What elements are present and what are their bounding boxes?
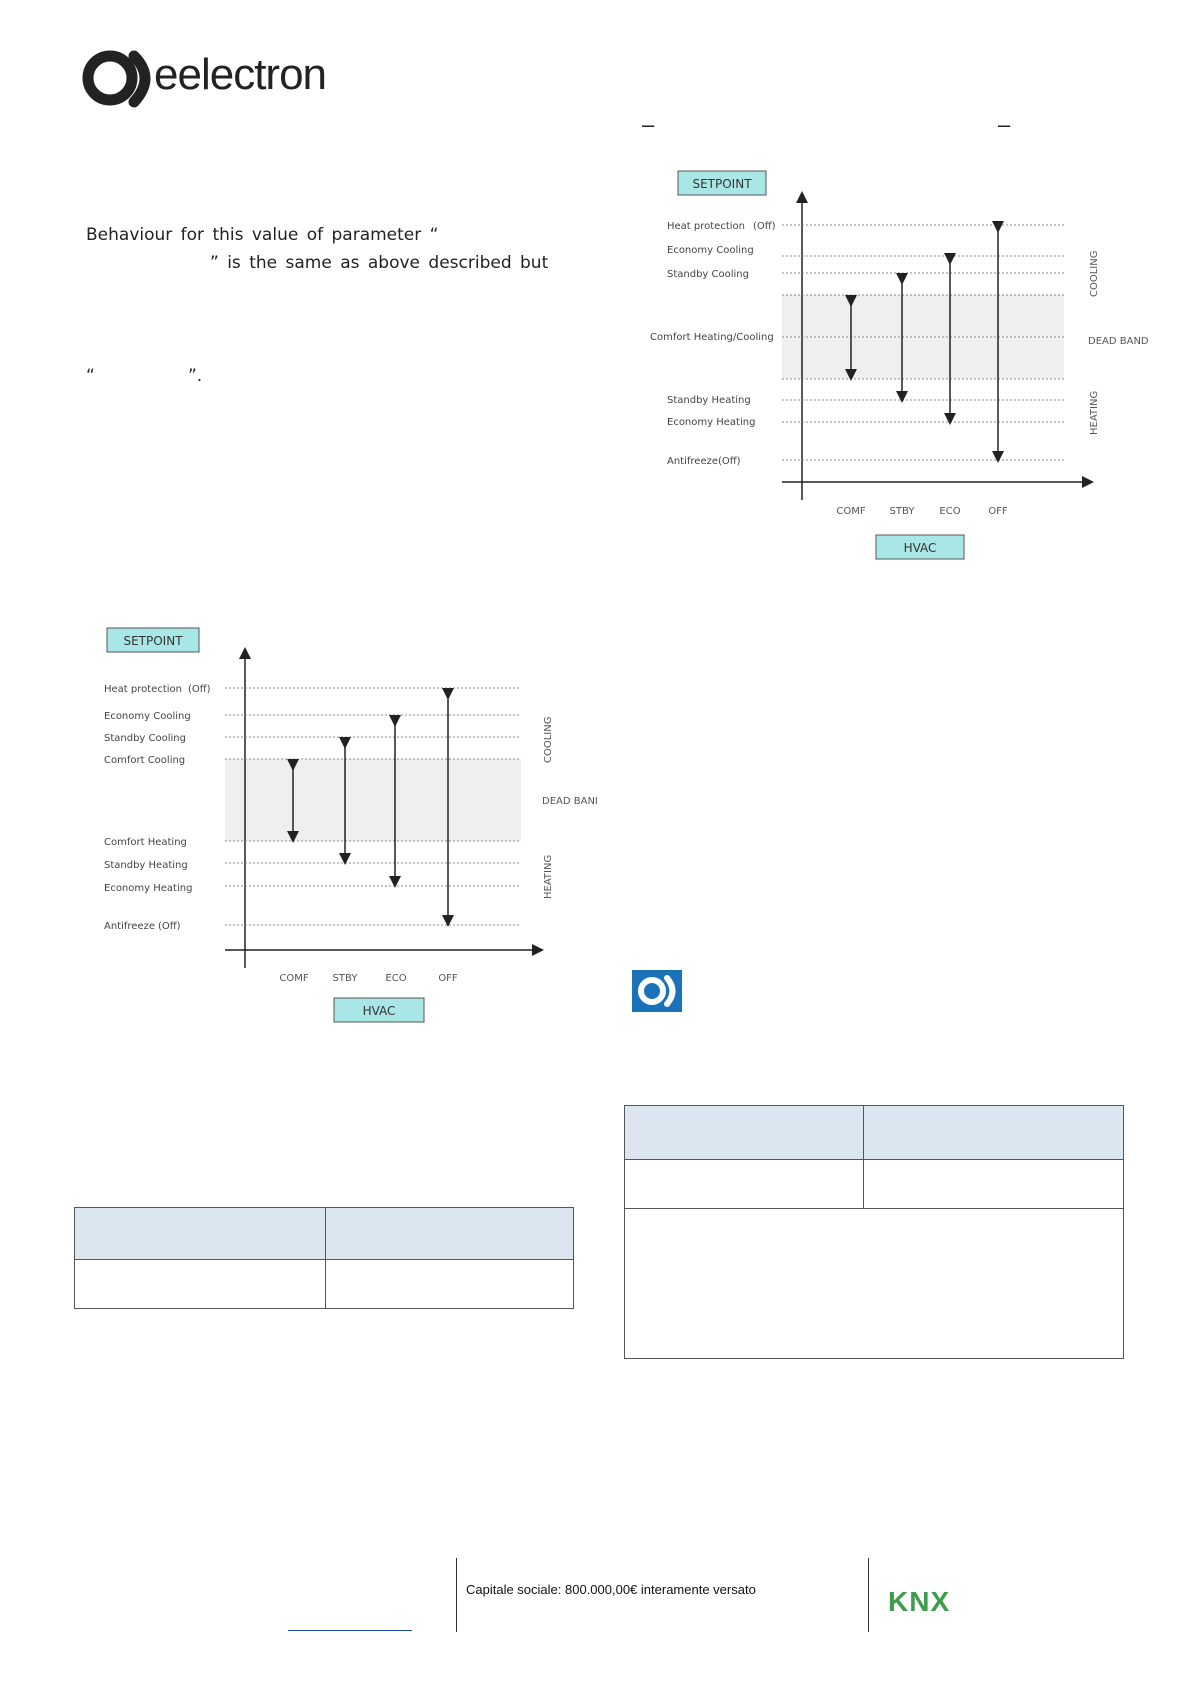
paragraph-quote-close: ”.: [188, 366, 203, 386]
footer-capital-text: Capitale sociale: 800.000,00€ interamente versato: [466, 1582, 756, 1597]
level-label: Economy Heating: [104, 883, 193, 894]
level-suffix: (Off): [753, 221, 776, 232]
level-label: Comfort Heating: [104, 837, 187, 848]
paragraph-quote-open: “: [86, 366, 95, 386]
eelectron-logo-mark-icon: [82, 46, 162, 110]
x-tick-label: STBY: [889, 506, 915, 517]
level-label: Heat protection: [667, 221, 745, 232]
table-cell: [864, 1160, 1124, 1209]
setpoint-diagram-right: [640, 165, 1160, 565]
paragraph-line-1: Behaviour for this value of parameter “: [86, 225, 439, 245]
heating-side-label: HEATING: [1089, 390, 1100, 435]
x-tick-label: ECO: [939, 506, 961, 517]
footer-divider: [456, 1558, 457, 1632]
heading-dash-left: –: [642, 112, 655, 137]
dead-band-area: [225, 759, 521, 841]
level-label: Comfort Heating/Cooling: [650, 332, 774, 343]
footer-divider: [868, 1558, 869, 1632]
table-cell: [75, 1260, 326, 1309]
level-label: Antifreeze: [667, 456, 718, 467]
setpoint-diagram-left: [96, 623, 616, 1028]
x-tick-label: OFF: [988, 506, 1008, 517]
knx-logo: KNX: [888, 1586, 951, 1617]
setpoint-label: SETPOINT: [692, 177, 752, 191]
dead-band-side-label: DEAD BANI: [542, 796, 598, 807]
x-tick-label: OFF: [438, 973, 458, 984]
x-tick-label: STBY: [332, 973, 358, 984]
table-header-cell: [625, 1106, 864, 1160]
eelectron-logo: [82, 46, 362, 110]
x-tick-label: COMF: [836, 506, 866, 517]
level-suffix: (Off): [188, 684, 211, 695]
table-cell: [625, 1160, 864, 1209]
cooling-side-label: COOLING: [1089, 250, 1100, 297]
level-label: Economy Cooling: [667, 245, 754, 256]
level-label: Economy Heating: [667, 417, 756, 428]
hvac-label: HVAC: [903, 541, 937, 555]
parameter-table-left: [74, 1207, 574, 1309]
level-label: Heat protection: [104, 684, 182, 695]
level-label: Antifreeze: [104, 921, 155, 932]
heating-side-label: HEATING: [543, 854, 554, 899]
hvac-label: HVAC: [362, 1004, 396, 1018]
table-header-cell: [75, 1208, 326, 1260]
table-description-cell: [625, 1209, 1124, 1359]
level-label: Standby Heating: [104, 860, 188, 871]
table-header-cell: [326, 1208, 574, 1260]
table-header-cell: [864, 1106, 1124, 1160]
level-suffix: (Off): [158, 921, 181, 932]
heading-dash-right: –: [998, 112, 1011, 137]
level-label: Comfort Cooling: [104, 755, 186, 766]
level-label: Standby Cooling: [104, 733, 186, 744]
level-label: Standby Cooling: [667, 269, 749, 280]
brand-name: eelectron: [154, 50, 327, 99]
level-suffix: (Off): [718, 456, 741, 467]
table-cell: [326, 1260, 574, 1309]
x-tick-label: ECO: [385, 973, 407, 984]
cooling-side-label: COOLING: [543, 716, 554, 763]
footer-link-underline[interactable]: [288, 1630, 412, 1631]
eelectron-blue-icon: [632, 970, 682, 1012]
level-label: Standby Heating: [667, 395, 751, 406]
dead-band-side-label: DEAD BAND: [1088, 336, 1149, 347]
level-label: Economy Cooling: [104, 711, 191, 722]
setpoint-label: SETPOINT: [123, 634, 183, 648]
x-tick-label: COMF: [279, 973, 309, 984]
paragraph-line-2: ” is the same as above described but: [210, 253, 549, 273]
parameter-table-right: [624, 1105, 1124, 1359]
